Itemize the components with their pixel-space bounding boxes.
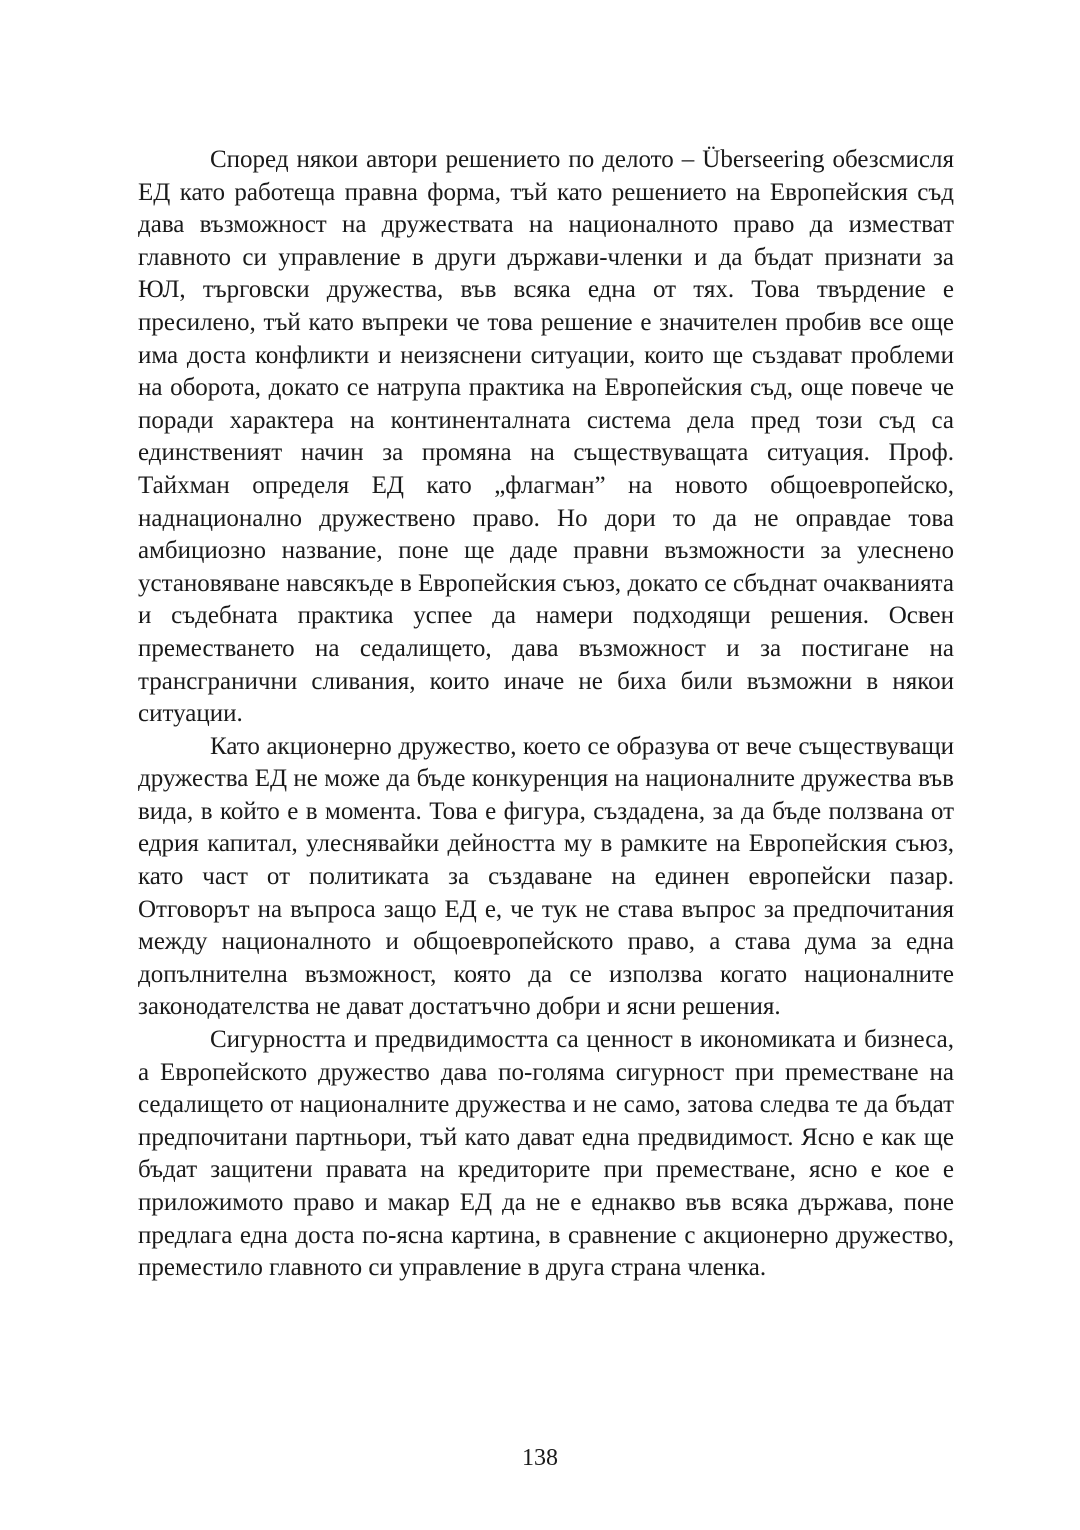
body-text — [138, 144, 954, 1285]
paragraph-1: Според някои автори решението по делото – Überseering обезсмисля ЕД като работеща правна форма, тъй като решението на Европейския съд дава възможност на дружествата на националното право да изместват главното си управление в други държави-членки и да бъдат признати за ЮЛ, търговски дружества, във всяка една от тях. Това твърдение е пресилено, тъй като въпреки че това решение е значителен пробив все още има доста конфликти и неизяснени ситуации, които ще създават проблеми на оборота, докато се натрупа практика на Европейския съд, още повече че поради характера на континенталната система дела пред този съд са единственият начин за промяна на съществуващата ситуация. Проф. Тайхман определя ЕД като „флагман” на новото общоевропейско, наднационално дружествено право. Но дори то да не оправдае това амбициозно название, поне ще даде правни възможности за улеснено установяване навсякъде в Европейския съюз, докато се сбъднат очакванията и съдебната практика успее да намери подходящи решения. Освен преместването на седалището, дава възможност и за постигане на трансгранични сливания, които иначе не биха били възможни в някои ситуации. — [138, 146, 954, 728]
paragraph-2: Като акционерно дружество, което се образува от вече съществуващи дружества ЕД не може да бъде конкуренция на националните дружества във вида, в който е в момента. Това е фигура, създадена, за да бъде ползвана от едрия капитал, улеснявайки дейността му в рамките на Европейския съюз, като част от политиката за създаване на единен европейски пазар. Отговорът на въпроса защо ЕД е, че тук не става въпрос за предпочитания между националното и общоевропейското право, а става дума за една допълнителна възможност, която да се използва когато националните законодателства не дават достатъчно добри и ясни решения. — [138, 732, 954, 1021]
paragraph-3: Сигурността и предвидимостта са ценност в икономиката и бизнеса, а Европейското дружество дава по-голяма сигурност при преместване на седалището от националните дружества и не само, затова следва те да бъдат предпочитани партньори, тъй като дават една предвидимост. Ясно е как ще бъдат защитени правата на кредиторите при преместване, ясно е кое е приложимото право и макар ЕД да не е еднакво във всяка държава, поне предлага една доста по-ясна картина, в сравнение с акционерно дружество, преместило главното си управление в друга страна членка. — [138, 1026, 954, 1282]
page-number: 138 — [522, 1445, 558, 1471]
